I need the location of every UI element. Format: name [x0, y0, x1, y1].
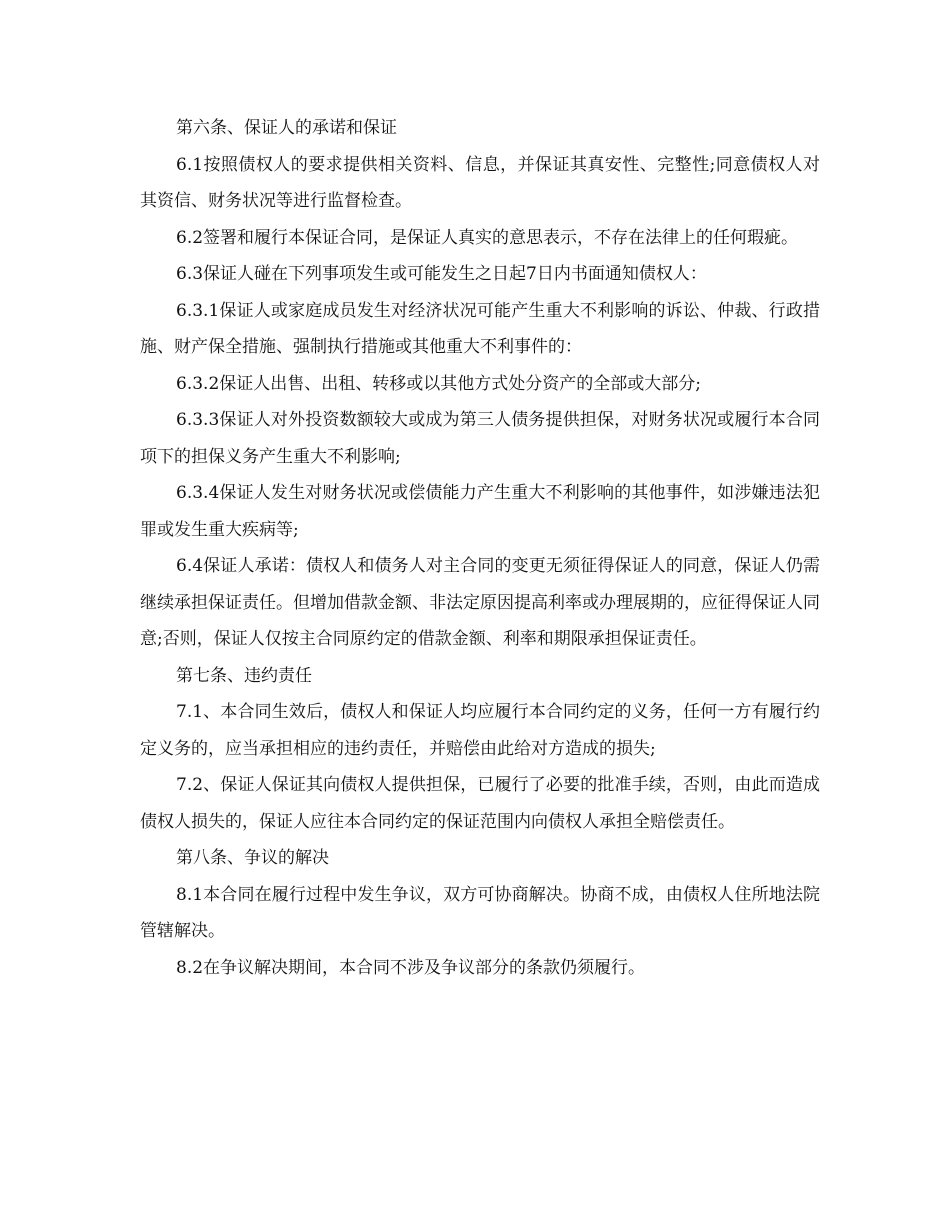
clause-6-4: 6.4保证人承诺：债权人和债务人对主合同的变更无须征得保证人的同意，保证人仍需继续承担保证责任。但增加借款金额、非法定原因提高利率或办理展期的，应征得保证人同意;否则，保证人仅按主合同原约定的借款金额、利率和期限承担保证责任。 [140, 556, 820, 649]
clause-6-3: 6.3保证人碰在下列事项发生或可能发生之日起7日内书面通知债权人： [176, 264, 707, 284]
clause-6-3-3: 6.3.3保证人对外投资数额较大或成为第三人债务提供担保，对财务状况或履行本合同项下的担保义务产生重大不利影响; [140, 410, 820, 467]
article-8-heading: 第八条、争议的解决 [176, 848, 329, 868]
clause-6-3-1: 6.3.1保证人或家庭成员发生对经济状况可能产生重大不利影响的诉讼、仲裁、行政措施、财产保全措施、强制执行措施或其他重大不利事件的： [140, 300, 820, 357]
document-page [140, 110, 820, 986]
clause-7-1: 7.1、本合同生效后，债权人和保证人均应履行本合同约定的义务，任何一方有履行约定义务的，应当承担相应的违约责任，并赔偿由此给对方造成的损失; [140, 702, 820, 759]
clause-7-2: 7.2、保证人保证其向债权人提供担保，已履行了必要的批准手续，否则，由此而造成债权人损失的，保证人应往本合同约定的保证范围内向债权人承担全赔偿责任。 [140, 775, 820, 832]
article-6-heading: 第六条、保证人的承诺和保证 [176, 118, 397, 138]
clause-6-3-4: 6.3.4保证人发生对财务状况或偿债能力产生重大不利影响的其他事件，如涉嫌违法犯罪或发生重大疾病等; [140, 483, 820, 540]
article-7-heading: 第七条、违约责任 [176, 665, 312, 686]
clause-6-2: 6.2签署和履行本保证合同，是保证人真实的意思表示，不存在法律上的任何瑕疵。 [176, 227, 799, 248]
clause-6-1: 6.1按照债权人的要求提供相关资料、信息，并保证其真安性、完整性;同意债权人对其资信、财务状况等进行监督检查。 [140, 154, 820, 211]
clause-8-1: 8.1本合同在履行过程中发生争议，双方可协商解决。协商不成，由债权人住所地法院管辖解决。 [140, 884, 820, 941]
clause-8-2: 8.2在争议解决期间，本合同不涉及争议部分的条款仍须履行。 [176, 957, 646, 978]
clause-6-3-2: 6.3.2保证人出售、出租、转移或以其他方式处分资产的全部或大部分; [176, 373, 701, 394]
